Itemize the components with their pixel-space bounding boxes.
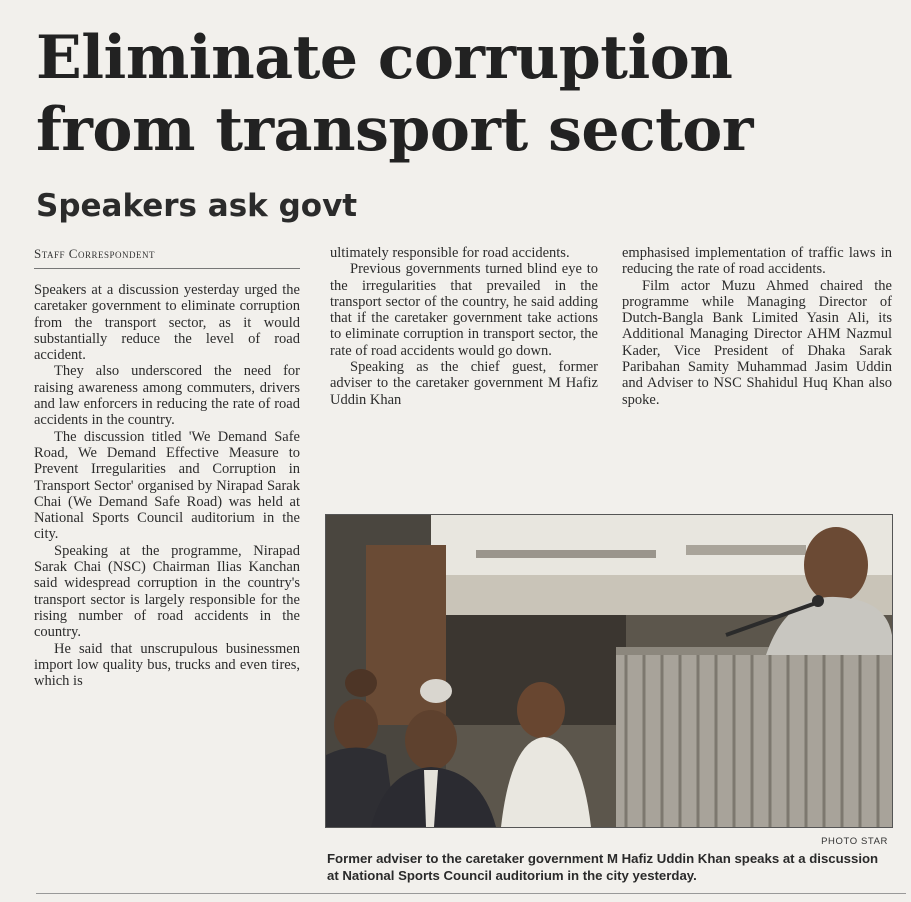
paragraph: ultimately responsible for road accidents.	[330, 245, 570, 261]
photo-caption: Former adviser to the caretaker government M Hafiz Uddin Khan speaks at a discussion at National Sports Council auditorium in the city yesterday.	[327, 851, 879, 883]
article-column-1	[34, 282, 300, 689]
paragraph: Speaking as the chief guest, former adviser to the caretaker government M Hafiz Uddin Khan	[330, 359, 598, 408]
paragraph: They also underscored the need for raising awareness among commuters, drivers and law enforcers in reducing the rate of road accidents in the country.	[34, 363, 300, 429]
bottom-rule	[36, 893, 906, 894]
photo-credit: PHOTO STAR	[821, 836, 888, 847]
byline: Staff Correspondent	[34, 246, 300, 269]
paragraph: He said that unscrupulous businessmen import low quality bus, trucks and even tires, which is	[34, 640, 300, 690]
headline: Eliminate corruption from transport sector	[36, 23, 753, 165]
paragraph: Speaking at the programme, Nirapad Sarak Chai (NSC) Chairman Ilias Kanchan said widespread corruption in the country's transport sector is largely responsible for the rising number of road accidents in the country.	[34, 542, 300, 641]
paragraph: The discussion titled 'We Demand Safe Road, We Demand Effective Measure to Prevent Irregularities and Corruption in Transport Sector' organised by Nirapad Sarak Chai (We Demand Safe Road) was held at National Sports Council auditorium in the city.	[34, 428, 300, 543]
paragraph: emphasised implementation of traffic laws in reducing the rate of road accidents.	[622, 245, 892, 278]
article-column-2	[330, 245, 598, 408]
article-column-3	[622, 245, 892, 408]
subheadline: Speakers ask govt	[36, 188, 358, 224]
paragraph: Speakers at a discussion yesterday urged the caretaker government to eliminate corruption from the transport sector, as it would substantially reduce the level of road accident.	[34, 282, 300, 364]
paragraph: Film actor Muzu Ahmed chaired the programme while Managing Director of Dutch-Bangla Bank Limited Yasin Ali, its Additional Managing Director AHM Nazmul Kader, Vice President of Dhaka Sarak Paribahan Samity Muhammad Jasim Uddin and Adviser to NSC Shahidul Huq Khan also spoke.	[622, 277, 892, 408]
photo-illustration	[326, 515, 892, 827]
paragraph: Previous governments turned blind eye to the irregularities that prevailed in the transport sector of the country, he said adding that if the caretaker government take actions to eliminate corruption in transport sector, the rate of road accidents would go down.	[330, 261, 598, 359]
news-photo	[325, 514, 893, 828]
